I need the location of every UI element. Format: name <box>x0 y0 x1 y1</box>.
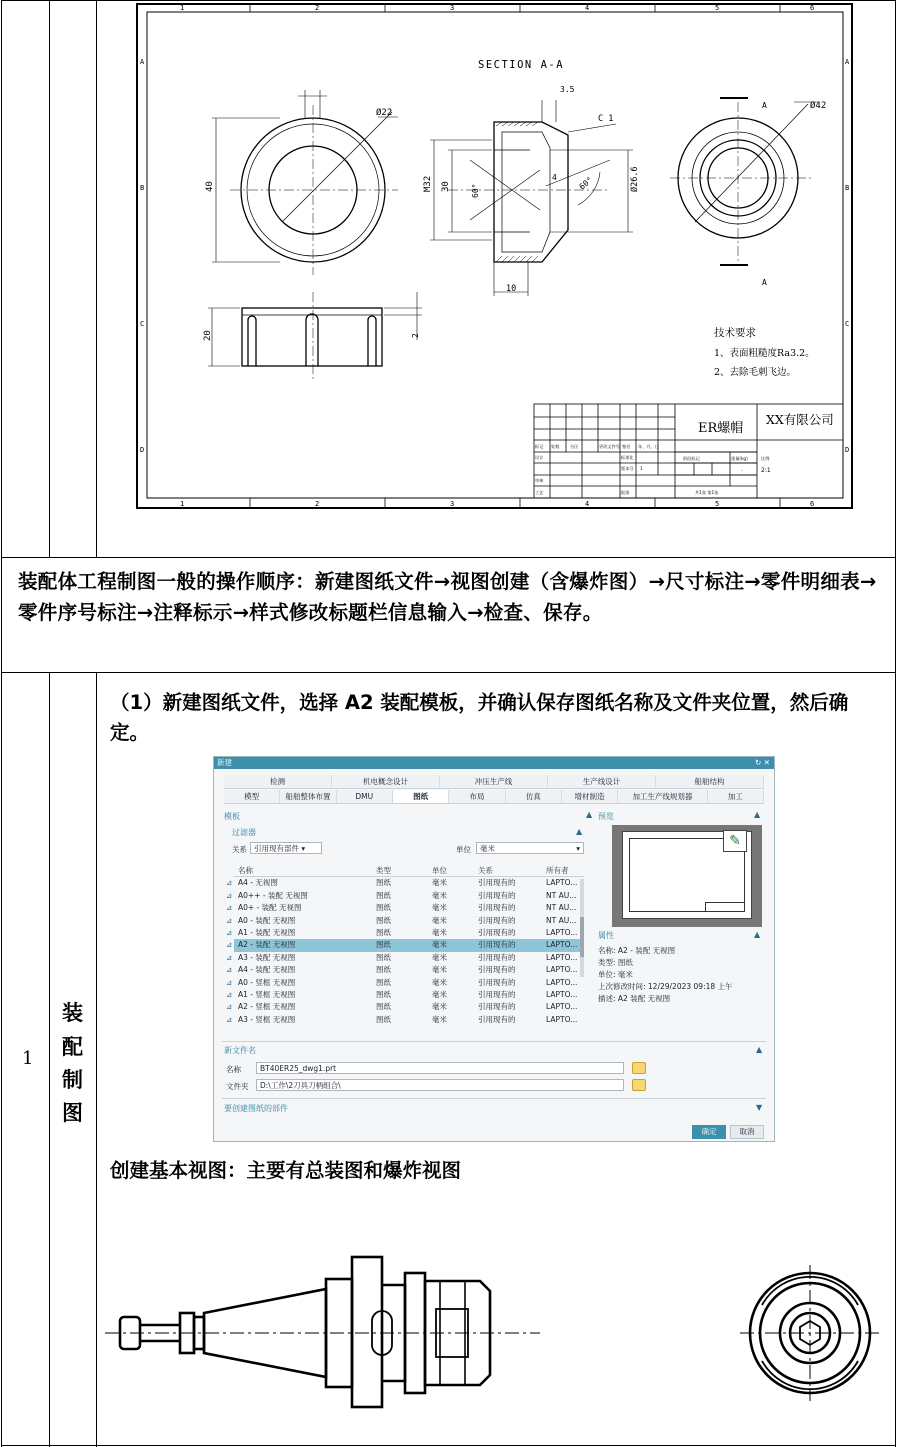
cell-unit: 毫米 <box>432 965 447 975</box>
tab-row-1 <box>224 775 764 789</box>
cell-name: A4 - 装配 无视图 <box>238 965 296 975</box>
col-owner[interactable]: 所有者 <box>546 866 569 875</box>
tb-sheets: 共1张 第1张 <box>695 490 719 495</box>
tb-label-mark: 标记 <box>535 444 544 449</box>
tb-label-standard: 标准化 <box>621 455 634 460</box>
table-row[interactable] <box>226 1014 584 1026</box>
properties-collapse-icon[interactable]: ▲ <box>754 930 761 939</box>
preview-collapse-icon[interactable]: ▲ <box>754 810 761 819</box>
cell-type: 图纸 <box>376 1002 391 1012</box>
dim-angle-left: 60° <box>471 183 480 198</box>
row-number: 1 <box>22 1048 34 1069</box>
folder-label: 文件夹 <box>226 1082 249 1091</box>
cell-name: A0+ - 装配 无视图 <box>238 903 302 913</box>
new-file-dialog <box>213 756 775 1142</box>
grid-bottom-6: 6 <box>810 500 815 508</box>
unit-label: 单位 <box>456 845 471 854</box>
tb-dash: - <box>741 468 743 473</box>
table-row[interactable] <box>226 927 584 939</box>
tab-model[interactable]: 模型 <box>224 790 280 803</box>
grid-bottom-4: 4 <box>585 500 590 508</box>
cell-unit: 毫米 <box>432 903 447 913</box>
preview-sheet <box>622 831 752 919</box>
parts-section-header[interactable]: 要创建图纸的部件 <box>224 1104 288 1113</box>
folder-input[interactable]: D:\工作\2刀具刀柄组合\ <box>256 1079 624 1091</box>
cell-type: 图纸 <box>376 977 391 987</box>
tb-label-ratio: 比例 <box>761 456 770 461</box>
category-char-4: 图 <box>62 1101 83 1125</box>
cell-owner: LAPTO... <box>546 965 578 975</box>
part-name: ER螺帽 <box>698 421 744 436</box>
tab-additive[interactable]: 增材制造 <box>562 790 618 803</box>
filter-section-header[interactable]: 过滤器 <box>232 828 256 837</box>
relation-select[interactable]: 引用现有部件 ▾ <box>250 842 322 854</box>
section-title: SECTION A-A <box>478 59 565 71</box>
properties-section-header[interactable]: 属性 <box>598 931 614 940</box>
relation-value: 引用现有部件 <box>254 844 299 853</box>
arrow-a-bottom: A <box>762 278 767 287</box>
cell-unit: 毫米 <box>432 952 447 962</box>
folder-browse-icon[interactable] <box>632 1079 646 1091</box>
dim-w4: 4 <box>552 173 557 182</box>
table-row[interactable] <box>226 1001 584 1013</box>
tech-req-line2: 2、去除毛刺飞边。 <box>714 367 797 378</box>
cell-type: 图纸 <box>376 927 391 937</box>
cell-owner: NT AU... <box>546 915 577 925</box>
table-row[interactable] <box>226 902 584 914</box>
cell-relation: 引用现有的 <box>478 878 516 888</box>
col-name[interactable]: 名称 <box>238 866 253 875</box>
tech-req-line1: 1、表面粗糙度Ra3.2。 <box>714 348 815 359</box>
col-divider-2 <box>96 0 97 557</box>
grid-top-6: 6 <box>810 4 815 12</box>
tb-label-stage: 阶段标记 <box>683 456 700 461</box>
category-char-2: 配 <box>62 1035 83 1059</box>
prop-unit: 单位: 毫米 <box>598 970 633 979</box>
drawing-template-icon: ⊿ <box>226 1002 233 1012</box>
tab-dmu[interactable]: DMU <box>337 790 393 803</box>
table-row[interactable] <box>226 964 584 976</box>
drawing-template-icon: ⊿ <box>226 878 233 888</box>
dim-h40: 40 <box>205 181 215 192</box>
intro-paragraph: 装配体工程制图一般的操作顺序：新建图纸文件→视图创建（含爆炸图）→尺寸标注→零件明细表→零件序号标注→注释标示→样式修改标题栏信息输入→检查、保存。 <box>18 570 877 624</box>
table-row[interactable] <box>226 915 584 927</box>
tb-label-version: 版本号 <box>621 466 634 471</box>
dim-m32: M32 <box>423 175 433 192</box>
cell-relation: 引用现有的 <box>478 927 516 937</box>
dialog-titlebar <box>214 757 774 769</box>
template-table <box>226 865 584 1026</box>
cancel-button[interactable]: 取消 <box>730 1125 764 1139</box>
table-row[interactable] <box>226 939 584 951</box>
grid-bottom-5: 5 <box>715 500 720 508</box>
prop-type: 类型: 图纸 <box>598 958 633 967</box>
assembly-drawing <box>100 1245 890 1440</box>
cell-type: 图纸 <box>376 940 391 950</box>
table-row[interactable] <box>226 989 584 1001</box>
grid-left-D: D <box>140 446 145 454</box>
cell-owner: LAPTO... <box>546 927 578 937</box>
drawing-template-icon: ⊿ <box>226 940 233 950</box>
cell-owner: NT AU... <box>546 903 577 913</box>
grid-right-B: B <box>845 184 850 192</box>
tb-label-sign: 签名 <box>622 444 631 449</box>
cell-unit: 毫米 <box>432 878 447 888</box>
tech-req-title: 技术要求 <box>714 327 756 339</box>
tb-version-no: 1 <box>640 466 643 471</box>
grid-left-C: C <box>140 320 145 328</box>
grid-right-D: D <box>845 446 850 454</box>
cell-owner: LAPTO... <box>546 878 578 888</box>
table-border-right <box>895 0 896 1447</box>
table-row[interactable] <box>226 877 584 889</box>
cell-type: 图纸 <box>376 952 391 962</box>
template-section-header[interactable]: 模板 <box>224 812 240 821</box>
tab-mechatronics[interactable]: 机电概念设计 <box>332 775 440 788</box>
dim-w10: 10 <box>506 284 517 294</box>
cell-owner: NT AU... <box>546 890 577 900</box>
grid-top-2: 2 <box>315 4 320 12</box>
cell-type: 图纸 <box>376 878 391 888</box>
drawing-template-icon: ⊿ <box>226 977 233 987</box>
dim-c1: C 1 <box>598 114 614 124</box>
drawing-template-icon: ✎ <box>723 830 747 852</box>
grid-top-3: 3 <box>450 4 455 12</box>
cell-relation: 引用现有的 <box>478 903 516 913</box>
cell-name: A1 - 竖框 无视图 <box>238 989 296 999</box>
tb-label-process: 工艺 <box>535 490 544 495</box>
prop-modified: 上次修改时间: 12/29/2023 09:18 上午 <box>598 982 733 991</box>
grid-bottom-1: 1 <box>180 500 185 508</box>
cell-type: 图纸 <box>376 965 391 975</box>
cell-relation: 引用现有的 <box>478 1002 516 1012</box>
cell-unit: 毫米 <box>432 1002 447 1012</box>
grid-left-B: B <box>140 184 145 192</box>
row-divider-1 <box>1 557 896 558</box>
grid-right-A: A <box>845 58 850 66</box>
dim-angle-right: 60° <box>577 175 595 192</box>
cell-owner: LAPTO... <box>546 989 578 999</box>
tb-label-review: 审核 <box>535 478 544 483</box>
prop-desc: 描述: A2 装配 无视图 <box>598 994 671 1003</box>
properties-list <box>598 945 733 1005</box>
table-row[interactable] <box>226 952 584 964</box>
grid-right-C: C <box>845 320 850 328</box>
cell-unit: 毫米 <box>432 915 447 925</box>
tab-inspection[interactable]: 检测 <box>224 775 332 788</box>
cell-relation: 引用现有的 <box>478 965 516 975</box>
grid-top-5: 5 <box>715 4 720 12</box>
tab-drawing[interactable]: 图纸 <box>393 790 449 803</box>
col-unit[interactable]: 单位 <box>432 866 447 875</box>
cell-unit: 毫米 <box>432 940 447 950</box>
cell-relation: 引用现有的 <box>478 890 516 900</box>
cell-type: 图纸 <box>376 1014 391 1024</box>
tb-scale: 2:1 <box>761 467 771 474</box>
tb-label-zone: 分区 <box>570 444 579 449</box>
tab-row-2 <box>224 790 764 804</box>
row-divider-2 <box>1 672 896 673</box>
step-1-text: （1）新建图纸文件，选择 A2 装配模板，并确认保存图纸名称及文件夹位置，然后确定。 <box>110 691 849 744</box>
cell-type: 图纸 <box>376 890 391 900</box>
cell-unit: 毫米 <box>432 989 447 999</box>
cell-type: 图纸 <box>376 903 391 913</box>
table-border-bottom <box>1 1445 896 1446</box>
table-row[interactable] <box>226 890 584 902</box>
cell-owner: LAPTO... <box>546 1014 578 1024</box>
preview-section-header[interactable]: 预览 <box>598 812 614 821</box>
ok-button[interactable]: 确定 <box>692 1125 726 1139</box>
filename-input[interactable]: BT40ER25_dwg1.prt <box>256 1062 624 1074</box>
cell-name: A1 - 装配 无视图 <box>238 927 296 937</box>
category-char-1: 装 <box>62 1001 83 1025</box>
cell-owner: LAPTO... <box>546 940 578 950</box>
newfile-collapse-icon[interactable]: ▲ <box>756 1045 763 1054</box>
grid-top-4: 4 <box>585 4 590 12</box>
table-body <box>226 877 584 1026</box>
tab-layout[interactable]: 布局 <box>449 790 505 803</box>
grid-top-1: 1 <box>180 4 185 12</box>
cell-relation: 引用现有的 <box>478 940 516 950</box>
preview-image <box>612 825 762 927</box>
tab-machining[interactable]: 加工 <box>708 790 764 803</box>
drawing-template-icon: ⊿ <box>226 965 233 975</box>
filename-label: 名称 <box>226 1065 241 1074</box>
tb-label-change: 更改文件号 <box>599 444 620 449</box>
tb-label-date: 年、月、日 <box>638 444 659 449</box>
drawing-template-icon: ⊿ <box>226 927 233 937</box>
cell-name: A2 - 装配 无视图 <box>238 940 296 950</box>
dim-h2: 2 <box>411 333 420 338</box>
cell-name: A4 - 无视图 <box>238 878 278 888</box>
cell-unit: 毫米 <box>432 977 447 987</box>
cell-unit: 毫米 <box>432 927 447 937</box>
cell-relation: 引用现有的 <box>478 989 516 999</box>
grid-left-A: A <box>140 58 145 66</box>
cell-name: A3 - 装配 无视图 <box>238 952 296 962</box>
tb-label-count: 处数 <box>551 444 560 449</box>
cell-name: A0++ - 装配 无视图 <box>238 890 308 900</box>
col-relation[interactable]: 关系 <box>478 866 493 875</box>
drawing-template-icon: ⊿ <box>226 989 233 999</box>
tb-label-design: 设计 <box>535 455 544 460</box>
basic-view-caption: 创建基本视图：主要有总装图和爆炸视图 <box>110 1159 462 1182</box>
grid-bottom-2: 2 <box>315 500 320 508</box>
tab-line-design[interactable]: 生产线设计 <box>548 775 656 788</box>
table-scrollbar[interactable] <box>580 879 584 977</box>
cell-relation: 引用现有的 <box>478 1014 516 1024</box>
cell-owner: LAPTO... <box>546 952 578 962</box>
col-divider-4 <box>96 672 97 1447</box>
tab-ship-layout[interactable]: 船舶整体布置 <box>280 790 336 803</box>
cell-unit: 毫米 <box>432 890 447 900</box>
relation-label: 关系 <box>232 845 247 854</box>
folder-open-icon[interactable] <box>632 1062 646 1074</box>
drawing-template-icon: ⊿ <box>226 1014 233 1024</box>
unit-value: 毫米 <box>480 844 495 853</box>
dim-w3-5: 3.5 <box>560 85 575 94</box>
dim-h30: 30 <box>441 181 451 192</box>
cell-type: 图纸 <box>376 989 391 999</box>
cell-unit: 毫米 <box>432 1014 447 1024</box>
dim-h20: 20 <box>203 330 213 341</box>
engineering-drawing <box>130 0 858 512</box>
dim-d26-6: Ø26.6 <box>630 166 640 192</box>
arrow-a-top: A <box>762 101 767 110</box>
unit-select[interactable]: 毫米 ▾ <box>476 842 584 854</box>
drawing-template-icon: ⊿ <box>226 952 233 962</box>
dim-d22: Ø22 <box>376 108 393 118</box>
category-char-3: 制 <box>62 1068 83 1092</box>
window-buttons[interactable]: ↻ ✕ <box>755 758 770 767</box>
cell-name: A0 - 装配 无视图 <box>238 915 296 925</box>
grid-bottom-3: 3 <box>450 500 455 508</box>
dim-d42: Ø42 <box>810 101 827 111</box>
drawing-template-icon: ⊿ <box>226 915 233 925</box>
table-row[interactable] <box>226 977 584 989</box>
dialog-title: 新建 <box>217 758 232 767</box>
template-collapse-icon[interactable]: ▲ <box>586 810 593 819</box>
cell-type: 图纸 <box>376 915 391 925</box>
tab-simulation[interactable]: 仿真 <box>506 790 562 803</box>
filter-collapse-icon[interactable]: ▲ <box>576 827 583 836</box>
drawing-template-icon: ⊿ <box>226 890 233 900</box>
cell-owner: LAPTO... <box>546 1002 578 1012</box>
newfile-section-header[interactable]: 新文件名 <box>224 1046 256 1055</box>
col-divider-3 <box>49 672 50 1447</box>
tab-press-line[interactable]: 冲压生产线 <box>440 775 548 788</box>
cell-relation: 引用现有的 <box>478 977 516 987</box>
tab-ship-structure[interactable]: 船舶结构 <box>656 775 764 788</box>
table-header <box>234 865 584 877</box>
company-name: XX有限公司 <box>766 412 834 427</box>
cell-relation: 引用现有的 <box>478 915 516 925</box>
col-type[interactable]: 类型 <box>376 866 391 875</box>
drawing-template-icon: ⊿ <box>226 903 233 913</box>
col-divider-1 <box>49 0 50 557</box>
table-border-left <box>1 0 2 1447</box>
cell-name: A3 - 竖框 无视图 <box>238 1014 296 1024</box>
cell-relation: 引用现有的 <box>478 952 516 962</box>
tb-label-approve: 批准 <box>621 490 630 495</box>
parts-expand-icon[interactable]: ▼ <box>756 1103 763 1112</box>
prop-name: 名称: A2 - 装配 无视图 <box>598 946 676 955</box>
tab-line-planner[interactable]: 加工生产线规划器 <box>618 790 708 803</box>
cell-name: A2 - 竖框 无视图 <box>238 1002 296 1012</box>
cell-owner: LAPTO... <box>546 977 578 987</box>
cell-name: A0 - 竖框 无视图 <box>238 977 296 987</box>
tb-label-weight: 重量(kg) <box>731 456 748 461</box>
